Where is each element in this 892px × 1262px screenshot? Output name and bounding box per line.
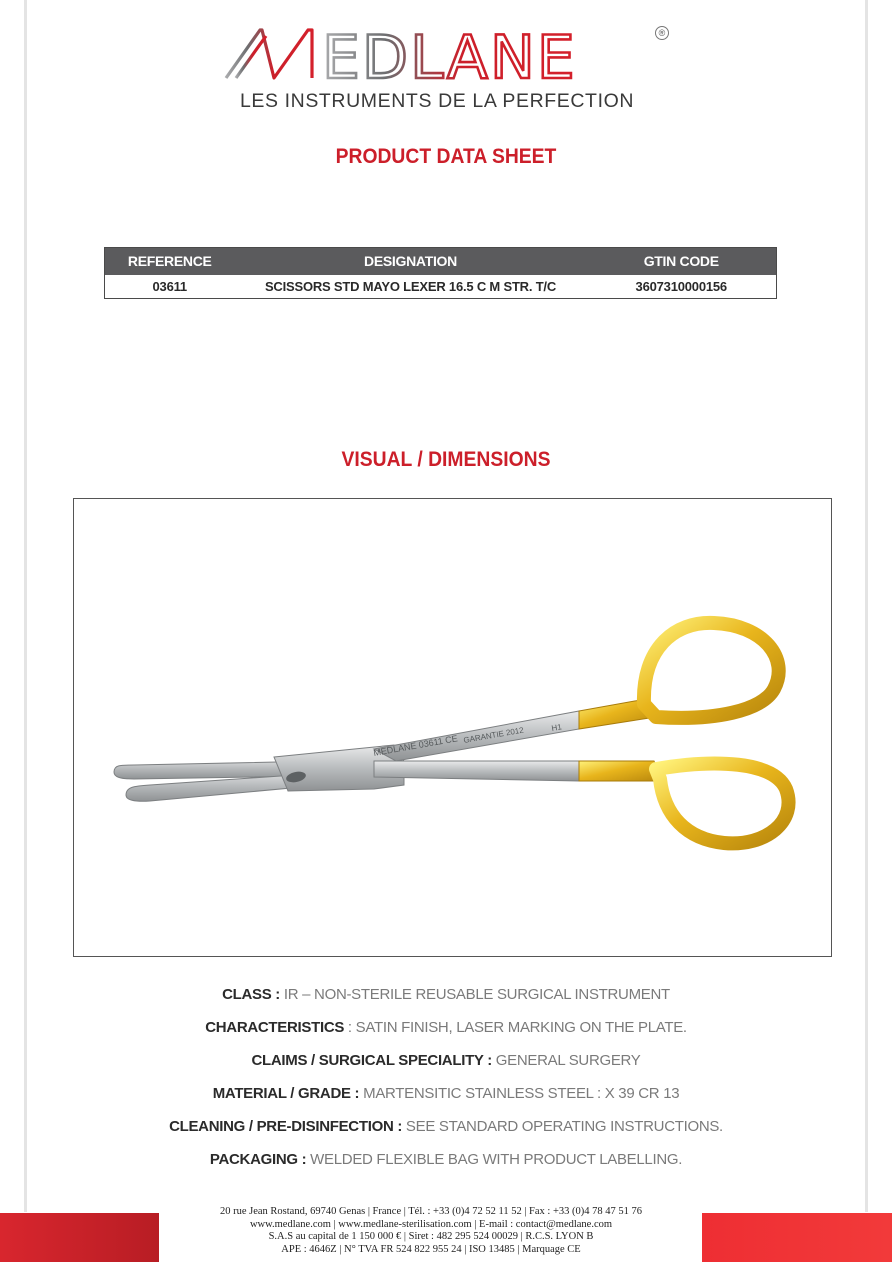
product-table <box>104 247 777 299</box>
spec-class: CLASS : IR – NON-STERILE REUSABLE SURGICAL INSTRUMENT <box>222 986 670 1003</box>
footer-red-bar-right <box>702 1213 892 1262</box>
spec-cleaning: CLEANING / PRE-DISINFECTION : SEE STANDARD OPERATING INSTRUCTIONS. <box>169 1118 723 1135</box>
spec-characteristics: CHARACTERISTICS : SATIN FINISH, LASER MARKING ON THE PLATE. <box>205 1019 687 1036</box>
header-gtin: GTIN CODE <box>587 248 777 275</box>
h1-mark: H1 <box>550 722 563 733</box>
header-designation: DESIGNATION <box>235 248 587 275</box>
logo-wordmark: EDLANE <box>322 24 577 88</box>
registered-mark: ® <box>655 26 669 40</box>
sheet-title: PRODUCT DATA SHEET <box>335 145 557 168</box>
footer-registration: APE : 4646Z | N° TVA FR 524 822 955 24 | ISO 13485 | Marquage CE <box>281 1243 581 1255</box>
header-reference: REFERENCE <box>105 248 235 275</box>
spec-claims: CLAIMS / SURGICAL SPECIALITY : GENERAL SURGERY <box>251 1052 641 1069</box>
spec-packaging: PACKAGING : WELDED FLEXIBLE BAG WITH PRODUCT LABELLING. <box>209 1151 683 1168</box>
engraving-text: MEDLANE 03611 CE <box>372 733 459 758</box>
visual-title: VISUAL / DIMENSIONS <box>341 448 551 471</box>
product-visual-frame <box>73 498 832 957</box>
cell-reference: 03611 <box>152 278 187 294</box>
footer-red-bar-left <box>0 1213 159 1262</box>
footer-address: 20 rue Jean Rostand, 69740 Genas | France | Tél. : +33 (0)4 72 52 11 52 | Fax : +33 (0)4 78 47 51 76 <box>219 1206 643 1217</box>
medlane-logo <box>222 24 672 88</box>
table-row <box>105 275 777 299</box>
table-header-row <box>105 248 777 275</box>
footer-web: www.medlane.com | www.medlane-sterilisation.com | E-mail : contact@medlane.com <box>249 1218 613 1230</box>
cell-designation: SCISSORS STD MAYO LEXER 16.5 C M STR. T/C <box>264 278 557 294</box>
specifications-list <box>0 984 892 1182</box>
brand-tagline: LES INSTRUMENTS DE LA PERFECTION <box>239 90 635 112</box>
cell-gtin: 3607310000156 <box>635 278 727 294</box>
scissors-image <box>74 499 830 955</box>
footer-legal: S.A.S au capital de 1 150 000 € | Siret : 482 295 524 00029 | R.C.S. LYON B <box>268 1231 594 1242</box>
company-footer <box>160 1206 702 1256</box>
guarantee-marking: GARANTIE 2012 <box>462 725 525 745</box>
spec-material: MATERIAL / GRADE : MARTENSITIC STAINLESS STEEL : X 39 CR 13 <box>212 1085 680 1102</box>
